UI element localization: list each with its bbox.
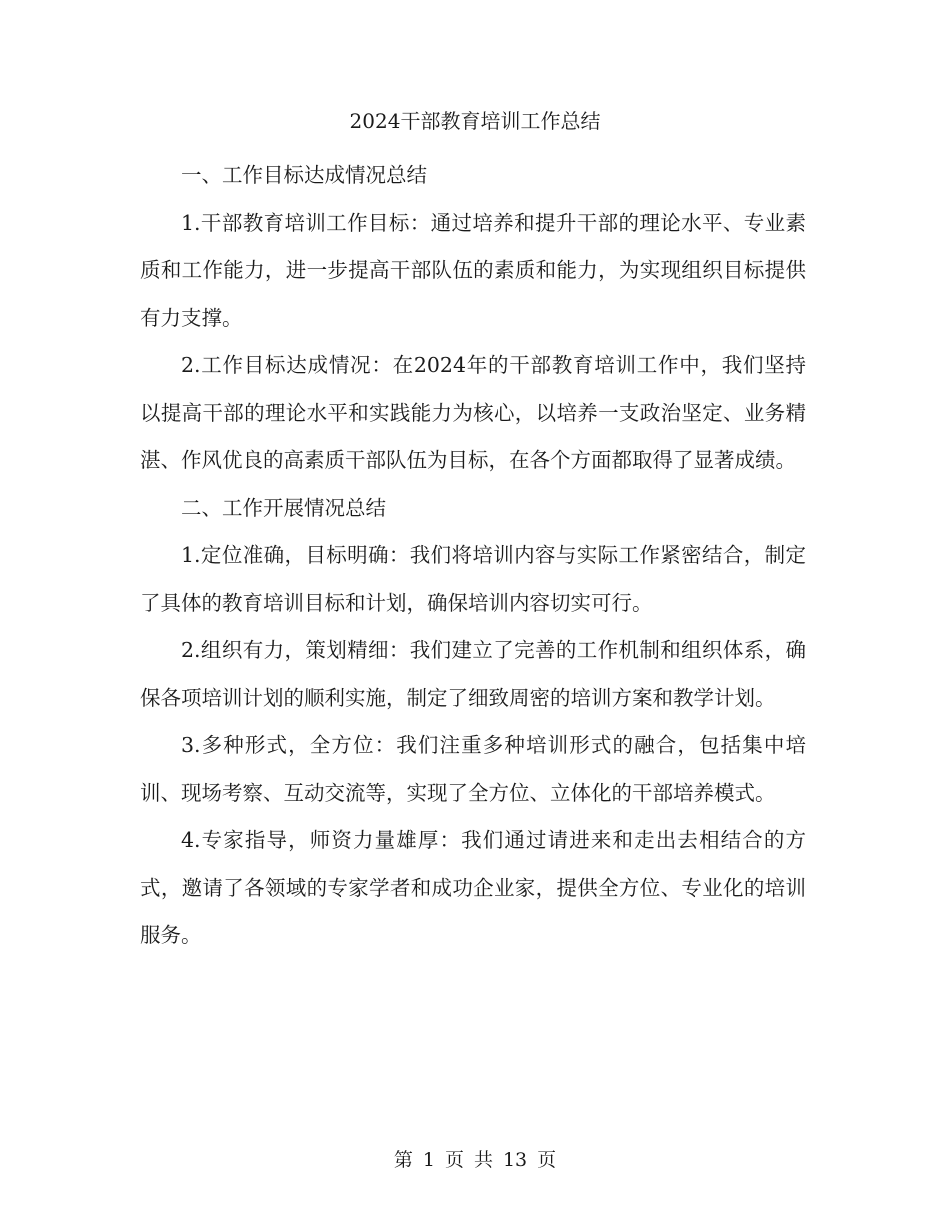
- section-heading: 一、工作目标达成情况总结: [181, 163, 427, 187]
- document-title: 2024干部教育培训工作总结: [349, 109, 601, 133]
- footer-suffix: 页: [537, 1149, 557, 1171]
- page-footer: [0, 1146, 950, 1174]
- paragraph: 2.工作目标达成情况：在2024年的干部教育培训工作中，我们坚持以提高干部的理论水平和实践能力为核心，以培养一支政治坚定、业务精湛、作风优良的高素质干部队伍为目标，在各个方面都取得了显著成绩。: [140, 353, 806, 472]
- paragraph: 1.定位准确，目标明确：我们将培训内容与实际工作紧密结合，制定了具体的教育培训目标和计划，确保培训内容切实可行。: [140, 543, 806, 615]
- footer-total-pages: 13: [502, 1149, 528, 1171]
- section-heading: 二、工作开展情况总结: [181, 495, 386, 520]
- footer-page-word: 页: [444, 1149, 464, 1171]
- footer-current-page: 1: [422, 1149, 435, 1171]
- footer-prefix: 第: [393, 1149, 413, 1171]
- document-body: [140, 152, 806, 960]
- paragraph: 4.专家指导，师资力量雄厚：我们通过请进来和走出去相结合的方式，邀请了各领域的专家学者和成功企业家，提供全方位、专业化的培训服务。: [140, 828, 806, 947]
- paragraph: 2.组织有力，策划精细：我们建立了完善的工作机制和组织体系，确保各项培训计划的顺利实施，制定了细致周密的培训方案和教学计划。: [140, 638, 806, 710]
- paragraph: 3.多种形式，全方位：我们注重多种培训形式的融合，包括集中培训、现场考察、互动交流等，实现了全方位、立体化的干部培养模式。: [140, 733, 806, 805]
- paragraph: 1.干部教育培训工作目标：通过培养和提升干部的理论水平、专业素质和工作能力，进一步提高干部队伍的素质和能力，为实现组织目标提供有力支撑。: [140, 210, 806, 330]
- footer-total-word: 共: [473, 1149, 493, 1171]
